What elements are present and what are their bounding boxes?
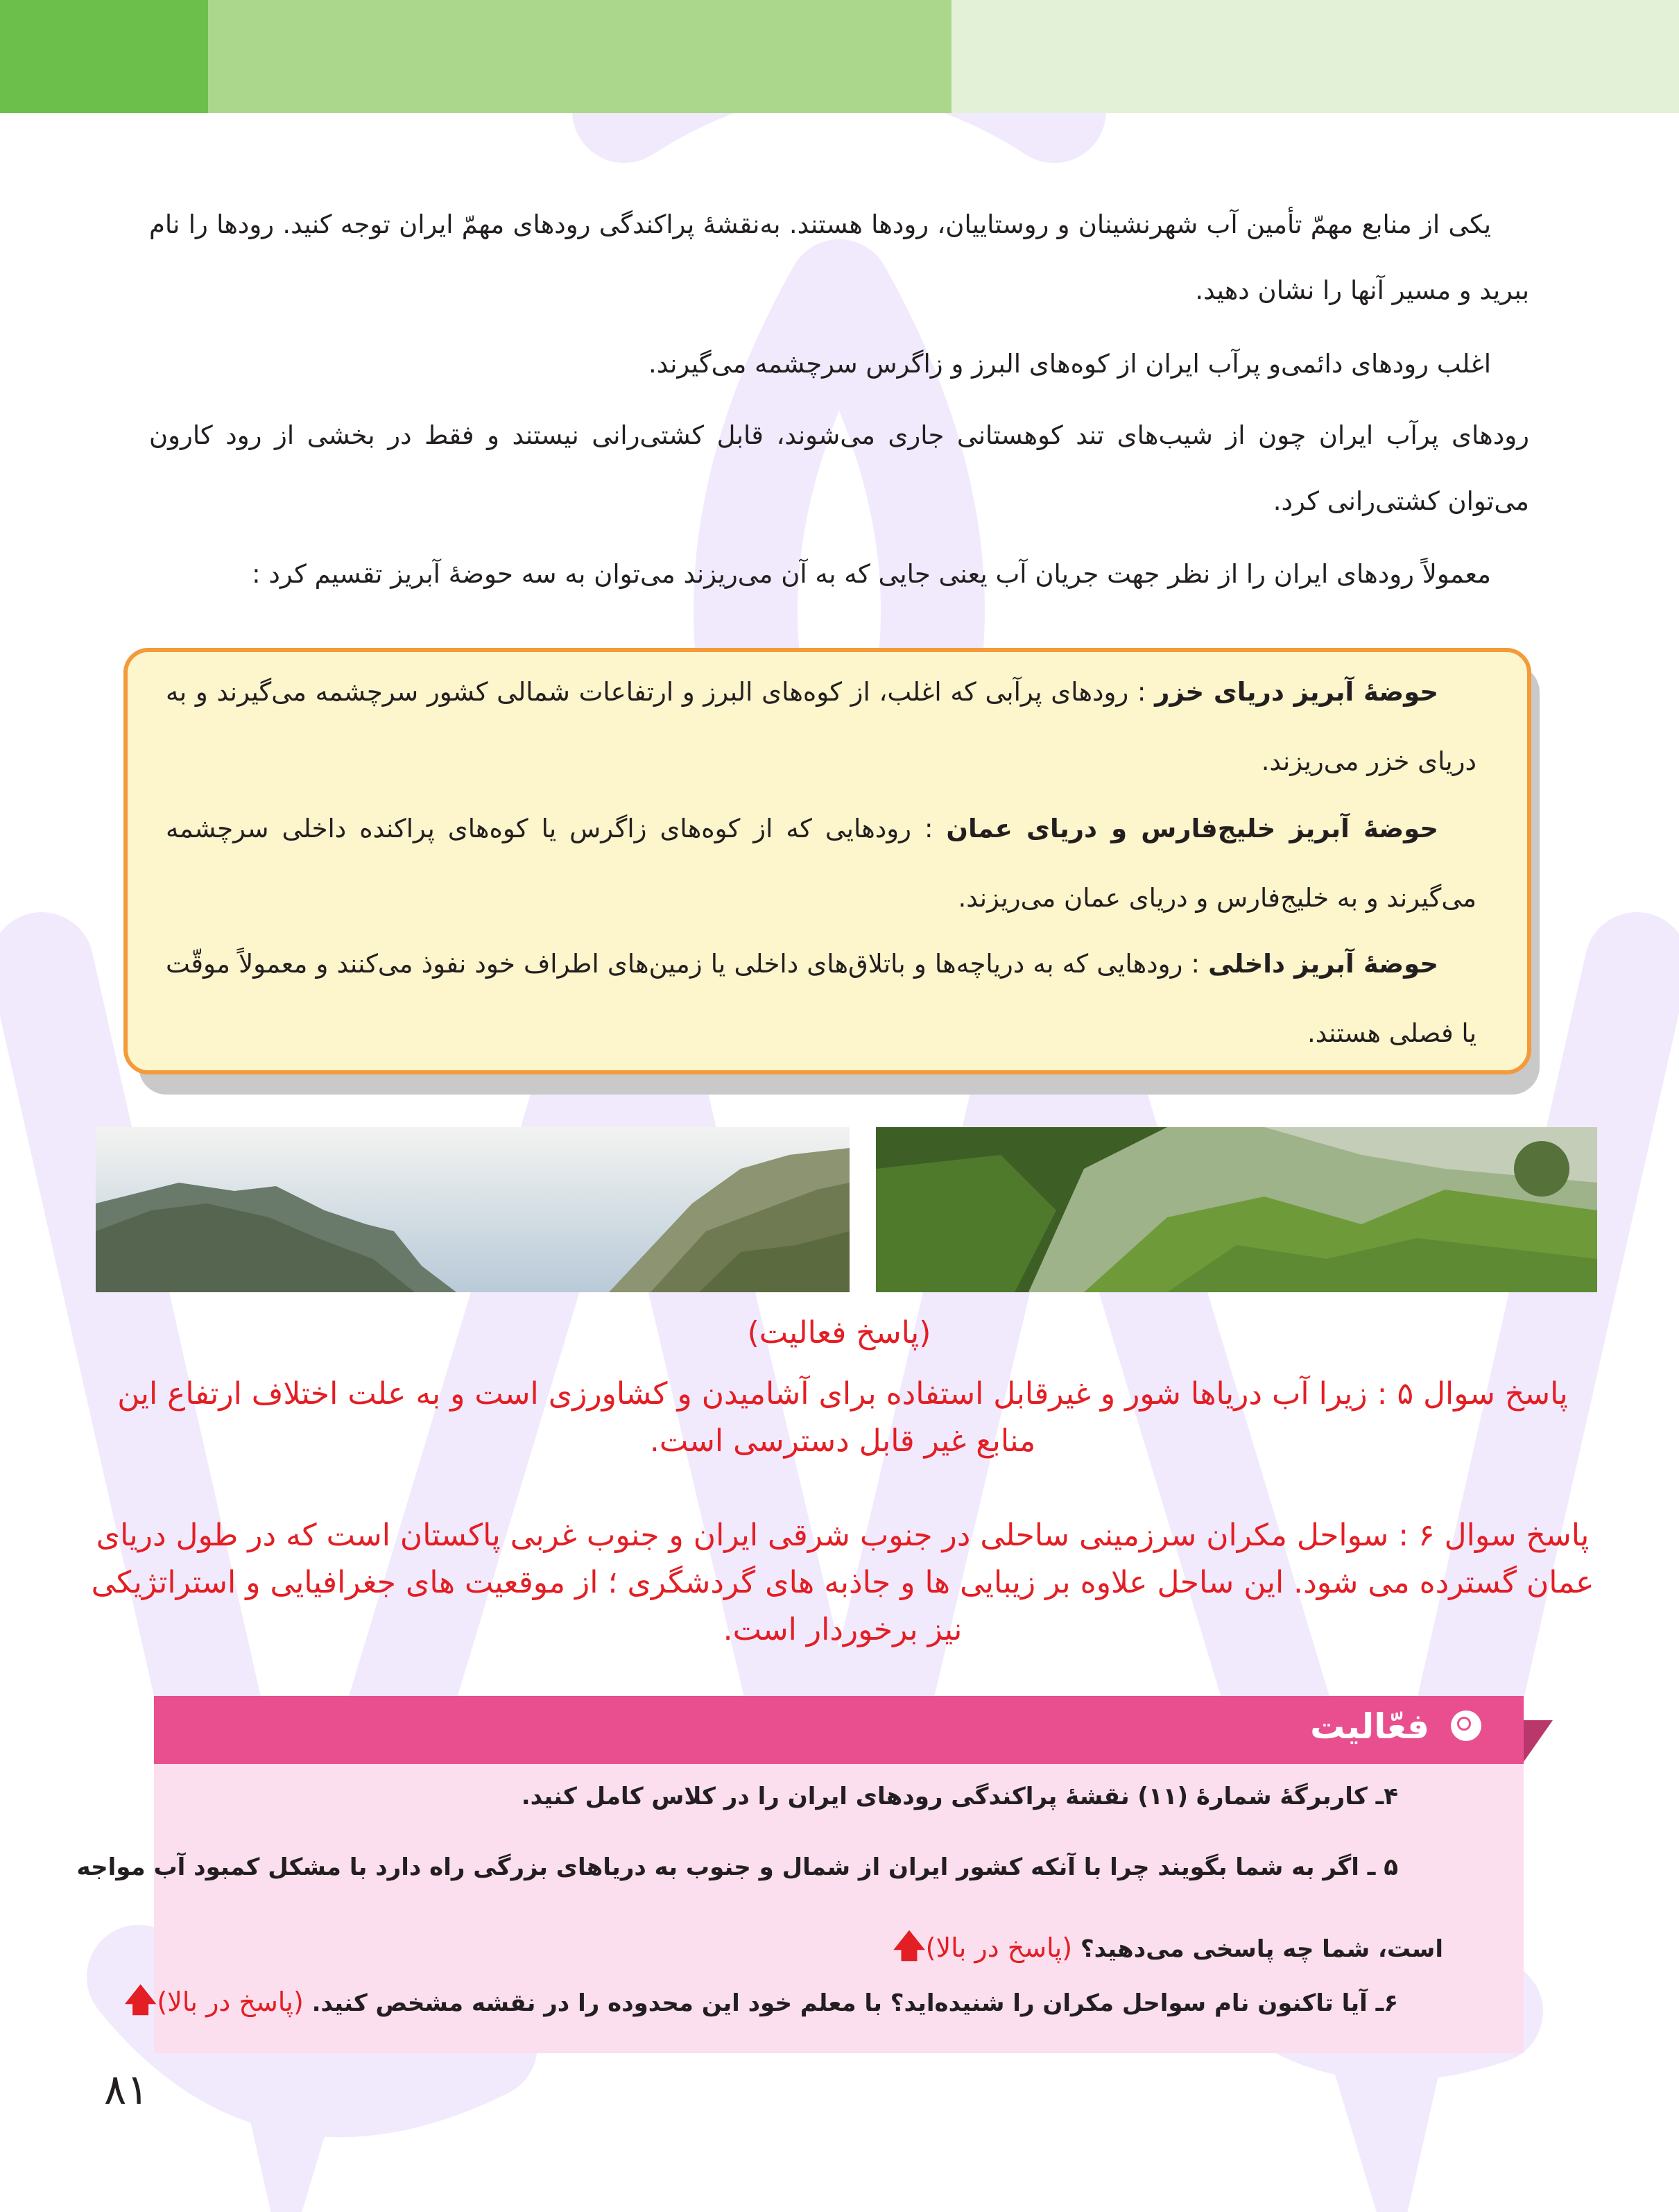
- answer-question-5: پاسخ سوال ۵ : زیرا آب دریاها شور و غیرقابل استفاده برای آشامیدن و کشاورزی است و به علت اختلاف ارتفاع این منابع غیر قابل دسترسی است.: [117, 1376, 1568, 1459]
- drainage-basins-box: [123, 648, 1531, 1074]
- activity-item-6-see-above: (پاسخ در بالا): [157, 1987, 304, 2017]
- answer-question-6: پاسخ سوال ۶ : سواحل مکران سرزمینی ساحلی در جنوب شرقی ایران و جنوب غربی پاکستان است که در طول دریای عمان گسترده می شود. این ساحل علاوه بر زیبایی ها و جاذبه های گردشگری ؛ از موقعیت های جغرافیایی و استراتژیکی نیز برخوردار است.: [91, 1518, 1594, 1647]
- answers-heading: (پاسخ فعالیت): [747, 1315, 931, 1351]
- activity-item-5-line-2: [893, 1923, 1443, 1977]
- basin-internal: [166, 929, 1476, 1068]
- basin-caspian-title: حوضهٔ آبریز دریای خزر: [1155, 677, 1438, 707]
- mountain-landscape-image: [96, 1127, 850, 1292]
- intro-paragraph-navigation: رودهای پرآب ایران چون از شیب‌های تند کوهستانی جاری می‌شوند، قابل کشتی‌رانی نیستند و فقط در بخشی از رود کارون می‌توان کشتی‌رانی کرد.: [149, 420, 1529, 516]
- basin-internal-text: : رودهایی که به دریاچه‌ها و باتلاق‌های داخلی یا زمین‌های اطراف خود نفوذ می‌کنند و معمولاً موقّت یا فصلی هستند.: [166, 949, 1476, 1048]
- activity-item-6-question: ۶ـ آیا تاکنون نام سواحل مکران را شنیده‌اید؟ با معلم خود این محدوده را در نقشه مشخص کنید.: [311, 1989, 1398, 2017]
- up-arrow-icon: 🡅: [893, 1927, 926, 1964]
- header-bar-light: [952, 0, 1679, 113]
- mountain-photo-left: [96, 1127, 850, 1292]
- activity-item-5-line-1: ۵ ـ اگر به شما بگویند چرا با آنکه کشور ایران از شمال و جنوب به دریاهای بزرگی راه دارد با مشکل کمبود آب مواجه: [76, 1853, 1398, 1881]
- activity-item-5-question: است، شما چه پاسخی می‌دهید؟: [1080, 1935, 1443, 1963]
- page-number: ۸۱: [104, 2066, 149, 2114]
- intro-paragraph-permanent-rivers: اغلب رودهای دائمی‌و پرآب ایران از کوه‌های البرز و زاگرس سرچشمه می‌گیرند.: [648, 349, 1491, 379]
- up-arrow-icon: 🡅: [124, 1981, 157, 2018]
- basin-persian-gulf-text: : رودهایی که از کوه‌های زاگرس یا کوه‌های پراکنده داخلی سرچشمه می‌گیرند و به خلیج‌فارس و دریای عمان می‌ریزند.: [166, 814, 1476, 913]
- basin-persian-gulf: [166, 794, 1476, 933]
- header-bar-dark: [0, 0, 208, 113]
- activity-item-6: [124, 1977, 1398, 2031]
- activity-header-fold: [1524, 1720, 1553, 1762]
- basin-internal-title: حوضهٔ آبریز داخلی: [1208, 949, 1438, 979]
- intro-paragraph-water-sources: یکی از منابع مهمّ تأمین آب شهرنشینان و روستاییان، رودها هستند. به‌نقشهٔ پراکندگی رودهای مهمّ ایران توجه کنید. رودها را نام ببرید و مسیر آنها را نشان دهید.: [149, 209, 1529, 305]
- intro-paragraph-basins: معمولاً رودهای ایران را از نظر جهت جریان آب یعنی جایی که به آن می‌ریزند می‌توان به سه حوضهٔ آبریز تقسیم کرد :: [252, 559, 1491, 589]
- activity-item-4: ۴ـ کاربرگهٔ شمارهٔ (۱۱) نقشهٔ پراکندگی رودهای ایران را در کلاس کامل کنید.: [521, 1783, 1398, 1810]
- header-bar-mid: [208, 0, 952, 113]
- basin-caspian-text: : رودهای پرآبی که اغلب، از کوه‌های البرز و ارتفاعات شمالی کشور سرچشمه می‌گیرند و به دریای خزر می‌ریزند.: [166, 677, 1476, 776]
- green-valley-image: [876, 1127, 1597, 1292]
- green-hills-photo-right: [876, 1127, 1597, 1292]
- activity-item-5-see-above: (پاسخ در بالا): [925, 1932, 1073, 1963]
- activity-title: فعّالیت: [1310, 1706, 1429, 1747]
- activity-bullet-icon: [1451, 1711, 1481, 1741]
- basin-caspian: [166, 658, 1476, 796]
- basin-persian-gulf-title: حوضهٔ آبریز خلیج‌فارس و دریای عمان: [946, 814, 1439, 843]
